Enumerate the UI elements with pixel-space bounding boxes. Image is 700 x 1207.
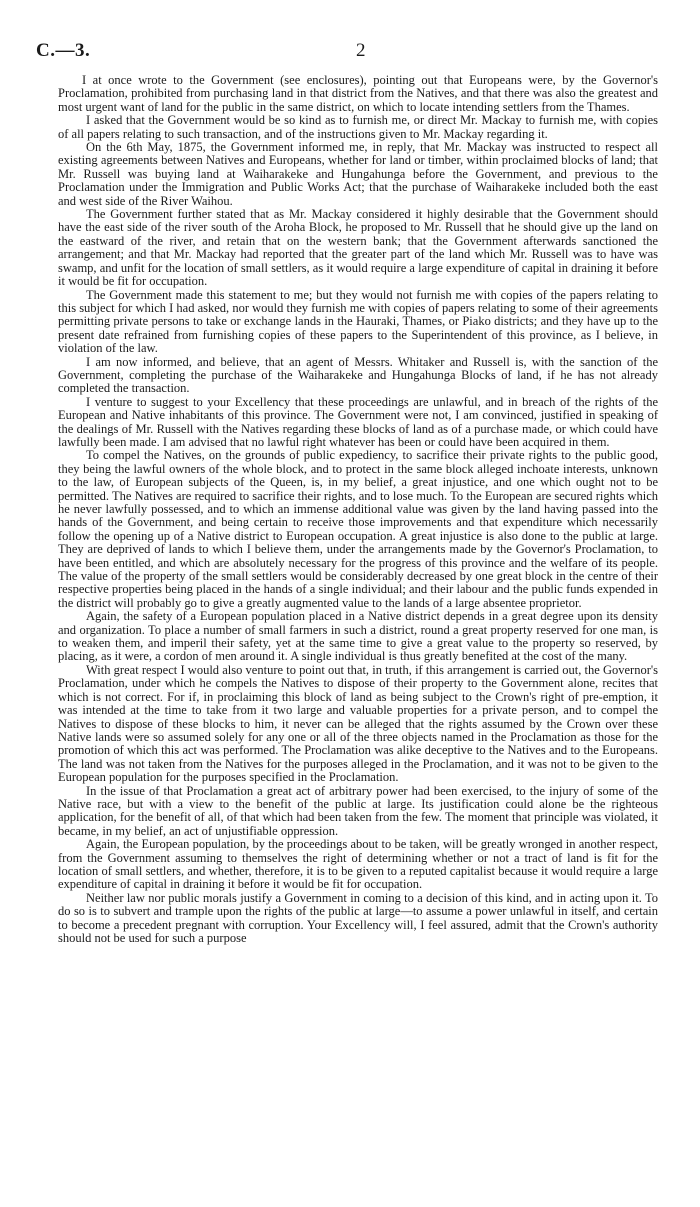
paragraph: In the issue of that Proclamation a great act of arbitrary power had been exercised, to the injury of some of the Native race, but with a view to the benefit of the public at large. Its justification could alone be the righteous application, for the benefit of all, of that which had been taken from the few. The moment that principle was violated, it became, in my belief, an act of unjustifiable oppression. xyxy=(58,783,658,838)
paragraph: I asked that the Government would be so kind as to furnish me, or direct Mr. Mackay to furnish me, with copies of all papers relating to such transaction, and of the instructions given to Mr. Mackay regarding it. xyxy=(58,113,658,141)
document-code: C.—3. xyxy=(36,40,91,61)
paragraph: I venture to suggest to your Excellency that these proceedings are unlawful, and in breach of the rights of the European and Native inhabitants of this province. The Government were not, I am convinced, justified in speaking of the dealings of Mr. Russell with the Natives regarding these blocks of land as of a purchase made, or which could have lawfully been made. I am advised that no lawful right whatever has been or could have been acquired in them. xyxy=(58,394,658,449)
letter-body xyxy=(58,74,658,945)
paragraph: Neither law nor public morals justify a Government in coming to a decision of this kind, and in acting upon it. To do so is to subvert and trample upon the rights of the public at large—to assume a power unlawful in itself, and certain to become a precedent pregnant with corruption. Your Excellency will, I feel assured, admit that the Crown's authority should not be used for such a purpose xyxy=(58,890,658,945)
paragraph: I am now informed, and believe, that an agent of Messrs. Whitaker and Russell is, with the sanction of the Government, completing the purchase of the Waiharakeke and Hungahunga Blocks of land, if he has not already completed the transaction. xyxy=(58,354,658,396)
paragraph: On the 6th May, 1875, the Government informed me, in reply, that Mr. Mackay was instructed to respect all existing agreements between Natives and Europeans, whether for land or timber, within proclaimed blocks of land; that Mr. Russell was buying land at Waiharakeke and Hungahunga before the Government, and previous to the Proclamation under the Immigration and Public Works Act; that the purchase of Waiharakeke included both the east and west side of the River Waihou. xyxy=(58,140,658,208)
paragraph: With great respect I would also venture to point out that, in truth, if this arrangement is carried out, the Governor's Proclamation, under which he compels the Natives to dispose of their property to the Government alone, recites that which is not correct. For if, in proclaiming this block of land as being subject to the Crown's right of pre-emption, it was intended at the time to take from it two large and valuable properties for a private person, and to compel the Natives to dispose of these blocks to him, it never can be alleged that the rights assumed by the Crown over these Native lands were so assumed solely for any one or all of the three objects named in the Proclamation as those for the promotion of which this act was performed. The Proclamation was alike deceptive to the Natives and to the Europeans. The land was not taken from the Natives for the purposes alleged in the Proclamation, and it was not to be given to the European population for the purposes specified in the Proclamation. xyxy=(58,662,658,785)
paragraph: To compel the Natives, on the grounds of public expediency, to sacrifice their private rights to the public good, they being the lawful owners of the whole block, and to protect in the same block alleged inchoate interests, unknown to the law, of European subjects of the Queen, is, in my belief, a great injustice, and one which ought not to be permitted. The Natives are required to sacrifice their rights, and to lose much. To the European are secured rights which he never lawfully possessed, and to which an immense additional value was given by the land having passed into the hands of the Government, and being certain to receive those improvements and that expenditure which necessarily follow the opening up of a Native district to European occupation. A great injustice is also done to the public at large. They are deprived of lands to which I believe them, under the arrangements made by the Governor's Proclamation, to have been entitled, and which are absolutely necessary for the progress of this province and the welfare of its people. The value of the property of the small settlers would be considerably decreased by one great block in the centre of their respective properties being placed in the hands of a single individual; and their labour and the public funds expended in the district will probably go to give a greatly augmented value to the lands of a large absentee proprietor. xyxy=(58,448,658,610)
page-number: 2 xyxy=(356,40,366,61)
paragraph: The Government made this statement to me; but they would not furnish me with copies of the papers relating to this subject for which I had asked, nor would they furnish me with copies of papers relating to some of their agreements permitting private persons to take or exchange lands in the Hauraki, Thames, or Piako districts; and they have up to the present date refrained from furnishing copies of these papers to the Superintendent of this province, as I believe, in violation of the law. xyxy=(58,287,658,356)
paragraph: Again, the European population, by the proceedings about to be taken, will be greatly wronged in another respect, from the Government assuming to themselves the right of determining whether or not a tract of land is fit for the location of small settlers, and whether, therefore, it is to be given to a reputed capitalist because it would require a large expenditure of capital in draining it before it would be fit for occupation. xyxy=(58,837,658,892)
page-header xyxy=(36,40,664,64)
paragraph: Again, the safety of a European population placed in a Native district depends in a great degree upon its density and organization. To place a number of small farmers in such a district, round a great property reserved for one man, is to weaken them, and imperil their safety, yet at the same time to give a great value to the property so reserved, by placing, as it were, a cordon of men around it. A single individual is thus greatly benefited at the cost of the many. xyxy=(58,609,658,664)
paragraph: The Government further stated that as Mr. Mackay considered it highly desirable that the Government should have the east side of the river south of the Aroha Block, he proposed to Mr. Russell that he should give up the land on the eastward of the river, and retain that on the western bank; that the Government afterwards sanctioned the arrangement; and that Mr. Mackay had reported that the greater part of the land which Mr. Russell was to have was swamp, and unfit for the location of small settlers, as it would require a large expenditure of capital in draining it before it would be fit for occupation. xyxy=(58,207,658,289)
paragraph: I at once wrote to the Government (see enclosures), pointing out that Europeans were, by the Governor's Proclamation, prohibited from purchasing land in that district from the Natives, and that there was also the greatest and most urgent want of land for the public in the same district, on which to locate intending settlers from the Thames. xyxy=(58,73,658,114)
